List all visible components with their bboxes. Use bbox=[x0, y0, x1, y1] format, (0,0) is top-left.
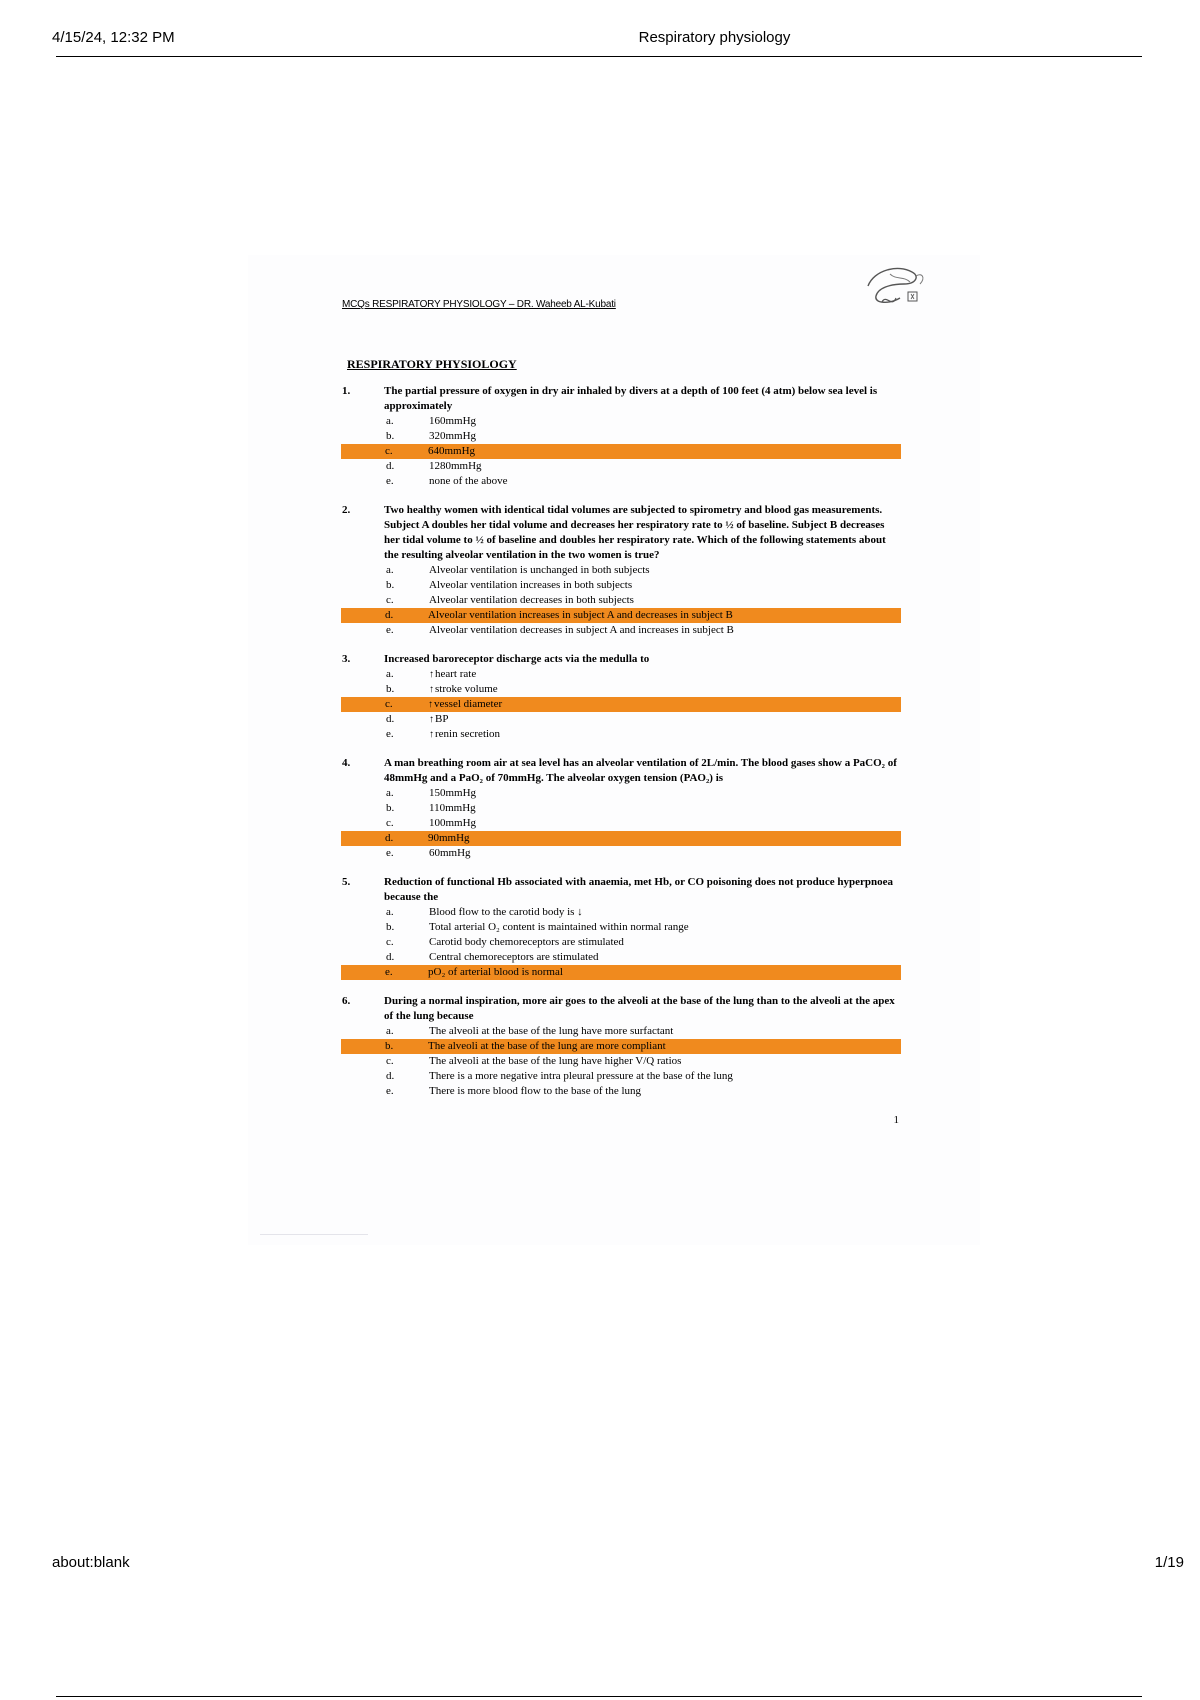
option-letter: c. bbox=[386, 936, 394, 948]
option-text: Total arterial O₂ content is maintained within normal range bbox=[429, 921, 689, 933]
option-text: 110mmHg bbox=[429, 802, 476, 814]
option-text-wrap bbox=[429, 712, 448, 727]
option-text-wrap bbox=[429, 727, 500, 742]
option-text: Alveolar ventilation decreases in subject A and increases in subject B bbox=[429, 624, 734, 636]
footer-divider bbox=[56, 1696, 1142, 1697]
option-text-wrap bbox=[429, 1069, 733, 1084]
question bbox=[342, 756, 902, 861]
answer-option bbox=[342, 459, 902, 474]
print-page-title: Respiratory physiology bbox=[638, 29, 791, 46]
option-text-wrap bbox=[429, 623, 734, 638]
option-letter: b. bbox=[385, 1040, 394, 1052]
option-text-wrap bbox=[429, 905, 583, 920]
option-text-wrap bbox=[428, 965, 563, 980]
option-text: BP bbox=[435, 713, 449, 725]
answer-option bbox=[342, 682, 902, 697]
answer-option-highlighted bbox=[341, 965, 901, 980]
answer-option-highlighted bbox=[341, 1039, 901, 1054]
document-title: RESPIRATORY PHYSIOLOGY bbox=[347, 357, 517, 371]
option-text: none of the above bbox=[429, 475, 508, 487]
question bbox=[342, 503, 902, 638]
option-text-wrap bbox=[429, 563, 650, 578]
option-text-wrap bbox=[429, 920, 689, 935]
option-text: vessel diameter bbox=[434, 698, 503, 710]
option-text-wrap bbox=[428, 697, 502, 712]
question-stem bbox=[342, 756, 902, 786]
document-page-number: 1 bbox=[893, 1114, 899, 1126]
question-stem bbox=[342, 994, 902, 1024]
answer-option bbox=[342, 935, 902, 950]
option-text-wrap bbox=[429, 786, 476, 801]
question-text: A man breathing room air at sea level has an alveolar ventilation of 2L/min. The blood gases show a PaCO₂ of 48mmHg and a PaO₂ of 70mmHg. The alveolar oxygen tension (PAO₂) is bbox=[384, 757, 897, 784]
option-text: pO₂ of arterial blood is normal bbox=[428, 966, 563, 978]
option-letter: e. bbox=[386, 847, 394, 859]
option-letter: d. bbox=[386, 460, 395, 472]
up-arrow-icon: ↑ bbox=[428, 699, 433, 710]
option-letter: e. bbox=[385, 966, 393, 978]
option-text: The alveoli at the base of the lung have more surfactant bbox=[429, 1025, 674, 1037]
option-text: 640mmHg bbox=[428, 445, 476, 457]
question-number: 3. bbox=[342, 653, 351, 665]
option-letter: c. bbox=[385, 445, 393, 457]
option-letter: a. bbox=[386, 906, 394, 918]
answer-option bbox=[342, 920, 902, 935]
option-text-wrap bbox=[429, 935, 624, 950]
option-letter: b. bbox=[386, 802, 395, 814]
scan-artifact-line bbox=[260, 1234, 368, 1235]
option-text: Carotid body chemoreceptors are stimulated bbox=[429, 936, 624, 948]
answer-option-highlighted bbox=[341, 444, 901, 459]
question bbox=[342, 384, 902, 489]
question-text: Increased baroreceptor discharge acts via the medulla to bbox=[384, 653, 650, 665]
answer-option bbox=[342, 667, 902, 682]
option-text: Alveolar ventilation is unchanged in both subjects bbox=[429, 564, 650, 576]
option-text-wrap bbox=[429, 414, 476, 429]
answer-option bbox=[342, 1024, 902, 1039]
option-letter: b. bbox=[386, 579, 395, 591]
answer-option bbox=[342, 905, 902, 920]
option-letter: c. bbox=[386, 817, 394, 829]
option-text-wrap bbox=[429, 578, 632, 593]
answer-option bbox=[342, 816, 902, 831]
option-letter: a. bbox=[386, 787, 394, 799]
option-letter: a. bbox=[386, 564, 394, 576]
option-letter: c. bbox=[385, 698, 393, 710]
answer-option bbox=[342, 623, 902, 638]
answer-option bbox=[342, 414, 902, 429]
document-body bbox=[342, 297, 902, 1128]
answer-option bbox=[342, 1084, 902, 1099]
option-letter: e. bbox=[386, 728, 394, 740]
document-header: MCQs RESPIRATORY PHYSIOLOGY – DR. Waheeb AL-Kubati bbox=[342, 299, 616, 310]
option-text-wrap bbox=[429, 1024, 673, 1039]
answer-option bbox=[342, 846, 902, 861]
option-text-wrap bbox=[428, 608, 733, 623]
option-letter: e. bbox=[386, 475, 394, 487]
option-letter: e. bbox=[386, 624, 394, 636]
option-text-wrap bbox=[429, 682, 498, 697]
option-text-wrap bbox=[429, 459, 482, 474]
option-letter: d. bbox=[386, 713, 395, 725]
option-text: stroke volume bbox=[435, 683, 498, 695]
option-letter: d. bbox=[386, 951, 395, 963]
question-number: 2. bbox=[342, 504, 351, 516]
answer-option-highlighted bbox=[341, 697, 901, 712]
question bbox=[342, 652, 902, 742]
option-letter: c. bbox=[386, 594, 394, 606]
option-text: renin secretion bbox=[435, 728, 501, 740]
option-text-wrap bbox=[429, 1084, 641, 1099]
option-text: The alveoli at the base of the lung are more compliant bbox=[428, 1040, 666, 1052]
question bbox=[342, 994, 902, 1099]
question-text: During a normal inspiration, more air goes to the alveoli at the base of the lung than to the alveoli at the apex of the lung because bbox=[384, 995, 895, 1022]
answer-option bbox=[342, 712, 902, 727]
option-text: The alveoli at the base of the lung have higher V/Q ratios bbox=[429, 1055, 682, 1067]
question-stem bbox=[342, 384, 902, 414]
option-text: 1280mmHg bbox=[429, 460, 482, 472]
question-number: 1. bbox=[342, 385, 351, 397]
option-text: 60mmHg bbox=[429, 847, 471, 859]
option-text: 160mmHg bbox=[429, 415, 477, 427]
option-text-wrap bbox=[429, 846, 471, 861]
answer-option bbox=[342, 429, 902, 444]
up-arrow-icon: ↑ bbox=[429, 684, 434, 695]
question-text: Two healthy women with identical tidal volumes are subjected to spirometry and blood gas measurements. Subject A doubles her tidal volume and decreases her respiratory rate to ½ of baseline. Subject B decreases her tidal volume to ½ of baseline and doubles her respiratory rate. Which of the following statements about the resulting alveolar ventilation in the two women is true? bbox=[384, 504, 886, 561]
up-arrow-icon: ↑ bbox=[429, 669, 434, 680]
answer-option bbox=[342, 563, 902, 578]
option-letter: c. bbox=[386, 1055, 394, 1067]
option-text-wrap bbox=[429, 474, 508, 489]
option-text: Alveolar ventilation decreases in both subjects bbox=[429, 594, 634, 606]
option-letter: a. bbox=[386, 668, 394, 680]
option-text-wrap bbox=[429, 429, 476, 444]
option-text: Central chemoreceptors are stimulated bbox=[429, 951, 599, 963]
question-list bbox=[342, 384, 902, 1099]
up-arrow-icon: ↑ bbox=[429, 714, 434, 725]
option-text: Alveolar ventilation increases in both subjects bbox=[429, 579, 633, 591]
option-text: 90mmHg bbox=[428, 832, 470, 844]
answer-option bbox=[342, 950, 902, 965]
answer-option bbox=[342, 727, 902, 742]
option-text: 150mmHg bbox=[429, 787, 477, 799]
option-letter: b. bbox=[386, 430, 395, 442]
option-text-wrap bbox=[428, 831, 470, 846]
answer-option-highlighted bbox=[341, 831, 901, 846]
option-letter: e. bbox=[386, 1085, 394, 1097]
option-letter: d. bbox=[385, 832, 394, 844]
question bbox=[342, 875, 902, 980]
option-text-wrap bbox=[428, 1039, 666, 1054]
answer-option-highlighted bbox=[341, 608, 901, 623]
answer-option bbox=[342, 474, 902, 489]
question-stem bbox=[342, 875, 902, 905]
option-letter: b. bbox=[386, 683, 395, 695]
option-text-wrap bbox=[429, 1054, 681, 1069]
option-text-wrap bbox=[428, 444, 475, 459]
answer-option bbox=[342, 593, 902, 608]
option-text: There is more blood flow to the base of the lung bbox=[429, 1085, 642, 1097]
question-number: 6. bbox=[342, 995, 351, 1007]
option-text: 320mmHg bbox=[429, 430, 477, 442]
option-letter: d. bbox=[386, 1070, 395, 1082]
question-stem bbox=[342, 652, 902, 667]
option-text-wrap bbox=[429, 816, 476, 831]
print-url: about:blank bbox=[52, 1554, 130, 1571]
header-divider bbox=[56, 56, 1142, 57]
answer-option bbox=[342, 1069, 902, 1084]
option-text-wrap bbox=[429, 950, 599, 965]
option-text-wrap bbox=[429, 801, 476, 816]
option-text-wrap bbox=[429, 667, 476, 682]
question-number: 5. bbox=[342, 876, 351, 888]
answer-option bbox=[342, 578, 902, 593]
option-letter: a. bbox=[386, 415, 394, 427]
option-letter: d. bbox=[385, 609, 394, 621]
option-text-wrap bbox=[429, 593, 634, 608]
option-letter: a. bbox=[386, 1025, 394, 1037]
option-text: Blood flow to the carotid body is ↓ bbox=[429, 906, 583, 918]
option-text: Alveolar ventilation increases in subject A and decreases in subject B bbox=[428, 609, 733, 621]
answer-option bbox=[342, 801, 902, 816]
option-text: 100mmHg bbox=[429, 817, 477, 829]
question-text: Reduction of functional Hb associated with anaemia, met Hb, or CO poisoning does not produce hyperpnoea because the bbox=[384, 876, 893, 903]
answer-option bbox=[342, 1054, 902, 1069]
option-text: There is a more negative intra pleural pressure at the base of the lung bbox=[429, 1070, 733, 1082]
print-page-count: 1/19 bbox=[1154, 1554, 1184, 1571]
print-datetime: 4/15/24, 12:32 PM bbox=[52, 29, 175, 46]
question-stem bbox=[342, 503, 902, 563]
up-arrow-icon: ↑ bbox=[429, 729, 434, 740]
answer-option bbox=[342, 786, 902, 801]
question-number: 4. bbox=[342, 757, 351, 769]
option-letter: b. bbox=[386, 921, 395, 933]
option-text: heart rate bbox=[435, 668, 477, 680]
question-text: The partial pressure of oxygen in dry air inhaled by divers at a depth of 100 feet (4 atm) below sea level is approximately bbox=[384, 385, 878, 412]
